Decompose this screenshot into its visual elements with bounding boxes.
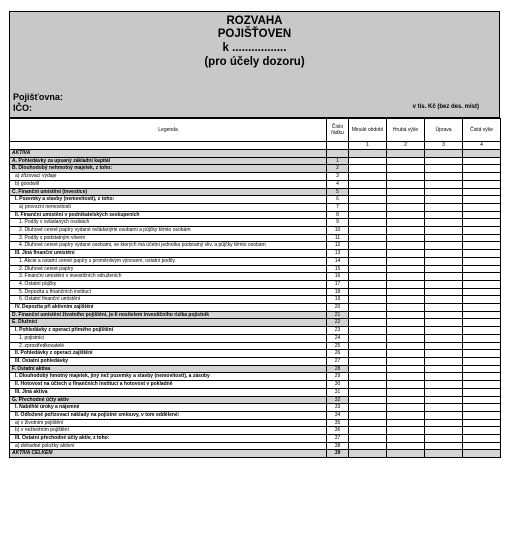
row-label: a) v životním pojištění bbox=[10, 419, 327, 427]
value-cell-adjust[interactable] bbox=[425, 388, 463, 396]
row-label: I. Dlouhodobý hmotný majetek, jiný než pozemky a stavby (nemovitosti), a zásoby bbox=[10, 373, 327, 381]
value-cell-net[interactable] bbox=[463, 180, 501, 188]
value-cell-prev[interactable] bbox=[349, 257, 387, 265]
value-cell-net[interactable] bbox=[463, 211, 501, 219]
row-number: 3 bbox=[327, 173, 349, 181]
col-num-4: 4 bbox=[463, 142, 501, 150]
value-cell-net[interactable] bbox=[463, 203, 501, 211]
value-cell-net[interactable] bbox=[463, 173, 501, 181]
value-cell-prev[interactable] bbox=[349, 265, 387, 273]
value-cell-net[interactable] bbox=[463, 450, 501, 458]
value-cell-prev[interactable] bbox=[349, 411, 387, 419]
value-cell-gross[interactable] bbox=[387, 288, 425, 296]
value-cell-prev[interactable] bbox=[349, 273, 387, 281]
value-cell-adjust[interactable] bbox=[425, 396, 463, 404]
value-cell-adjust[interactable] bbox=[425, 227, 463, 235]
value-cell-gross[interactable] bbox=[387, 265, 425, 273]
value-cell-adjust[interactable] bbox=[425, 196, 463, 204]
value-cell-prev[interactable] bbox=[349, 296, 387, 304]
form-purpose: (pro účely dozoru) bbox=[204, 56, 305, 68]
row-label: II. Pohledávky z operací zajištění bbox=[10, 350, 327, 358]
row-number: 16 bbox=[327, 273, 349, 281]
form-header bbox=[9, 11, 500, 118]
form-title: ROZVAHA bbox=[226, 15, 283, 27]
table-row bbox=[10, 280, 501, 288]
row-label: II. Odložené pořizovací náklady na pojistné smlouvy, v tom oddělené: bbox=[10, 411, 327, 419]
row-number: 32 bbox=[327, 396, 349, 404]
value-cell-gross[interactable] bbox=[387, 196, 425, 204]
balance-table bbox=[9, 118, 501, 458]
value-cell-prev[interactable] bbox=[349, 334, 387, 342]
value-cell-net[interactable] bbox=[463, 334, 501, 342]
table-row bbox=[10, 296, 501, 304]
row-label: 4. Ostatní půjčky bbox=[10, 280, 327, 288]
table-row bbox=[10, 334, 501, 342]
value-cell-prev[interactable] bbox=[349, 404, 387, 412]
value-cell-gross[interactable] bbox=[387, 411, 425, 419]
value-cell-gross[interactable] bbox=[387, 180, 425, 188]
row-number: 35 bbox=[327, 419, 349, 427]
value-cell-net[interactable] bbox=[463, 157, 501, 165]
row-label: 3. Podíly s podstatným vlivem bbox=[10, 234, 327, 242]
value-cell-net[interactable] bbox=[463, 350, 501, 358]
value-cell-prev[interactable] bbox=[349, 435, 387, 443]
table-row bbox=[10, 219, 501, 227]
value-cell-prev[interactable] bbox=[349, 396, 387, 404]
value-cell-net[interactable] bbox=[463, 304, 501, 312]
value-cell-net[interactable] bbox=[463, 365, 501, 373]
value-cell-net[interactable] bbox=[463, 227, 501, 235]
value-cell-prev[interactable] bbox=[349, 419, 387, 427]
value-cell-gross[interactable] bbox=[387, 388, 425, 396]
row-label: b) goodwill bbox=[10, 180, 327, 188]
col-legend: Legenda bbox=[10, 119, 327, 142]
value-cell-adjust[interactable] bbox=[425, 280, 463, 288]
table-row bbox=[10, 342, 501, 350]
value-cell-gross[interactable] bbox=[387, 435, 425, 443]
row-label: II. Hotovost na účtech u finančních institucí a hotovost v pokladně bbox=[10, 381, 327, 389]
row-number: 26 bbox=[327, 350, 349, 358]
col-gross: Hrubá výše bbox=[387, 119, 425, 142]
value-cell-prev[interactable] bbox=[349, 242, 387, 250]
table-row bbox=[10, 188, 501, 196]
row-label: 5. Depozita u finančních institucí bbox=[10, 288, 327, 296]
value-cell-adjust[interactable] bbox=[425, 450, 463, 458]
value-cell-prev[interactable] bbox=[349, 304, 387, 312]
value-cell-adjust[interactable] bbox=[425, 327, 463, 335]
table-row bbox=[10, 442, 501, 450]
value-cell-prev[interactable] bbox=[349, 250, 387, 258]
value-cell-prev[interactable] bbox=[349, 227, 387, 235]
value-cell-gross[interactable] bbox=[387, 211, 425, 219]
table-row bbox=[10, 250, 501, 258]
value-cell-net[interactable] bbox=[463, 196, 501, 204]
value-cell-prev[interactable] bbox=[349, 373, 387, 381]
value-cell-net[interactable] bbox=[463, 404, 501, 412]
value-cell-gross[interactable] bbox=[387, 373, 425, 381]
value-cell-adjust[interactable] bbox=[425, 311, 463, 319]
value-cell-adjust[interactable] bbox=[425, 381, 463, 389]
table-row bbox=[10, 450, 501, 458]
value-cell-net[interactable] bbox=[463, 257, 501, 265]
row-number: 24 bbox=[327, 334, 349, 342]
row-number: 25 bbox=[327, 342, 349, 350]
value-cell-adjust[interactable] bbox=[425, 419, 463, 427]
row-number: 14 bbox=[327, 257, 349, 265]
row-number: 39 bbox=[327, 450, 349, 458]
value-cell-net[interactable] bbox=[463, 288, 501, 296]
table-row bbox=[10, 327, 501, 335]
row-label: III. Jiná aktiva bbox=[10, 388, 327, 396]
value-cell-gross[interactable] bbox=[387, 219, 425, 227]
row-number: 30 bbox=[327, 381, 349, 389]
value-cell-prev[interactable] bbox=[349, 311, 387, 319]
value-cell-gross[interactable] bbox=[387, 250, 425, 258]
col-num-2: 2 bbox=[387, 142, 425, 150]
row-number: 7 bbox=[327, 203, 349, 211]
row-number: 6 bbox=[327, 196, 349, 204]
value-cell-gross[interactable] bbox=[387, 280, 425, 288]
form-title-insurers: POJIŠŤOVEN bbox=[217, 28, 292, 40]
row-number: 22 bbox=[327, 319, 349, 327]
row-label: A. Pohledávky za upsaný základní kapitál bbox=[10, 157, 327, 165]
value-cell-adjust[interactable] bbox=[425, 273, 463, 281]
row-label: G. Přechodné účty aktiv bbox=[10, 396, 327, 404]
table-row bbox=[10, 157, 501, 165]
value-cell-prev[interactable] bbox=[349, 357, 387, 365]
value-cell-prev[interactable] bbox=[349, 196, 387, 204]
col-adjust: Úprava bbox=[425, 119, 463, 142]
table-row bbox=[10, 404, 501, 412]
value-cell-adjust[interactable] bbox=[425, 427, 463, 435]
table-row bbox=[10, 242, 501, 250]
value-cell-adjust[interactable] bbox=[425, 304, 463, 312]
value-cell-net[interactable] bbox=[463, 242, 501, 250]
value-cell-gross[interactable] bbox=[387, 273, 425, 281]
value-cell-prev[interactable] bbox=[349, 211, 387, 219]
value-cell-adjust[interactable] bbox=[425, 404, 463, 412]
section-aktiva-label: AKTIVA bbox=[10, 150, 327, 158]
value-cell-prev[interactable] bbox=[349, 203, 387, 211]
value-cell-prev[interactable] bbox=[349, 327, 387, 335]
column-header-row bbox=[10, 119, 501, 142]
col-row-no: Číslo řádku bbox=[327, 119, 349, 142]
form-date-line: k ................. bbox=[222, 42, 287, 54]
row-number: 1 bbox=[327, 157, 349, 165]
value-cell-adjust[interactable] bbox=[425, 242, 463, 250]
row-number: 21 bbox=[327, 311, 349, 319]
value-cell-gross[interactable] bbox=[387, 342, 425, 350]
table-row bbox=[10, 427, 501, 435]
value-cell-gross[interactable] bbox=[387, 334, 425, 342]
value-cell-gross[interactable] bbox=[387, 227, 425, 235]
ico-label: IČO: bbox=[13, 103, 32, 113]
value-cell-adjust[interactable] bbox=[425, 250, 463, 258]
value-cell-gross[interactable] bbox=[387, 327, 425, 335]
row-label: a) dohadné položky aktivní bbox=[10, 442, 327, 450]
table-row bbox=[10, 435, 501, 443]
value-cell-gross[interactable] bbox=[387, 257, 425, 265]
row-label: I. Pozemky a stavby (nemovitosti), z toho: bbox=[10, 196, 327, 204]
value-cell-net[interactable] bbox=[463, 250, 501, 258]
row-label: 6. Ostatní finanční umístění bbox=[10, 296, 327, 304]
value-cell-gross[interactable] bbox=[387, 188, 425, 196]
table-row bbox=[10, 319, 501, 327]
value-cell-net[interactable] bbox=[463, 396, 501, 404]
value-cell-prev[interactable] bbox=[349, 427, 387, 435]
value-cell-net[interactable] bbox=[463, 327, 501, 335]
row-number: 8 bbox=[327, 211, 349, 219]
value-cell-prev[interactable] bbox=[349, 188, 387, 196]
balance-sheet-form bbox=[9, 11, 500, 458]
value-cell-adjust[interactable] bbox=[425, 373, 463, 381]
value-cell-net[interactable] bbox=[463, 419, 501, 427]
value-cell-gross[interactable] bbox=[387, 442, 425, 450]
row-label: 4. Dluhové cenné papíry vydané osobami, ve kterých má účetní jednotka podstatný vliv, a půjčky těmto osobám bbox=[10, 242, 327, 250]
table-row bbox=[10, 180, 501, 188]
row-label: C. Finanční umístění (investice) bbox=[10, 188, 327, 196]
value-cell-prev[interactable] bbox=[349, 442, 387, 450]
value-cell-prev[interactable] bbox=[349, 388, 387, 396]
value-cell-adjust[interactable] bbox=[425, 442, 463, 450]
value-cell-gross[interactable] bbox=[387, 304, 425, 312]
value-cell-adjust[interactable] bbox=[425, 342, 463, 350]
row-number: 12 bbox=[327, 242, 349, 250]
value-cell-prev[interactable] bbox=[349, 280, 387, 288]
value-cell-gross[interactable] bbox=[387, 234, 425, 242]
value-cell-gross[interactable] bbox=[387, 319, 425, 327]
value-cell-prev[interactable] bbox=[349, 450, 387, 458]
value-cell-adjust[interactable] bbox=[425, 350, 463, 358]
row-number: 20 bbox=[327, 304, 349, 312]
value-cell-adjust[interactable] bbox=[425, 188, 463, 196]
value-cell-adjust[interactable] bbox=[425, 265, 463, 273]
value-cell-gross[interactable] bbox=[387, 350, 425, 358]
row-number: 18 bbox=[327, 288, 349, 296]
value-cell-net[interactable] bbox=[463, 427, 501, 435]
value-cell-gross[interactable] bbox=[387, 365, 425, 373]
row-label: 1. Akcie a ostatní cenné papíry s proměnlivým výnosem, ostatní podíly. bbox=[10, 257, 327, 265]
table-row bbox=[10, 381, 501, 389]
row-label: D. Finanční umístění životního pojištění, je-li nositelem investičního rizika pojistník bbox=[10, 311, 327, 319]
row-number: 19 bbox=[327, 296, 349, 304]
value-cell-gross[interactable] bbox=[387, 165, 425, 173]
value-cell-net[interactable] bbox=[463, 388, 501, 396]
value-cell-gross[interactable] bbox=[387, 396, 425, 404]
col-net: Čistá výše bbox=[463, 119, 501, 142]
value-cell-prev[interactable] bbox=[349, 365, 387, 373]
row-number: 31 bbox=[327, 388, 349, 396]
row-number: 10 bbox=[327, 227, 349, 235]
value-cell-net[interactable] bbox=[463, 373, 501, 381]
row-number: 23 bbox=[327, 327, 349, 335]
value-cell-net[interactable] bbox=[463, 265, 501, 273]
row-label: B. Dlouhodobý nehmotný majetek, z toho: bbox=[10, 165, 327, 173]
row-label: b) v neživotním pojištění bbox=[10, 427, 327, 435]
table-row bbox=[10, 411, 501, 419]
table-row bbox=[10, 165, 501, 173]
table-row bbox=[10, 388, 501, 396]
row-number: 33 bbox=[327, 404, 349, 412]
value-cell-net[interactable] bbox=[463, 188, 501, 196]
row-number: 28 bbox=[327, 365, 349, 373]
row-label: F. Ostatní aktiva bbox=[10, 365, 327, 373]
value-cell-net[interactable] bbox=[463, 234, 501, 242]
value-cell-net[interactable] bbox=[463, 273, 501, 281]
row-label: AKTIVA CELKEM bbox=[10, 450, 327, 458]
value-cell-net[interactable] bbox=[463, 165, 501, 173]
value-cell-adjust[interactable] bbox=[425, 219, 463, 227]
value-cell-net[interactable] bbox=[463, 219, 501, 227]
column-number-row bbox=[10, 142, 501, 150]
value-cell-prev[interactable] bbox=[349, 157, 387, 165]
table-row bbox=[10, 203, 501, 211]
col-num-1: 1 bbox=[349, 142, 387, 150]
row-number: 9 bbox=[327, 219, 349, 227]
value-cell-gross[interactable] bbox=[387, 311, 425, 319]
row-label: I. Naběhlé úroky a nájemné bbox=[10, 404, 327, 412]
row-number: 37 bbox=[327, 435, 349, 443]
value-cell-prev[interactable] bbox=[349, 342, 387, 350]
row-label: 2. zprostředkovatelé bbox=[10, 342, 327, 350]
value-cell-adjust[interactable] bbox=[425, 211, 463, 219]
row-number: 5 bbox=[327, 188, 349, 196]
value-cell-adjust[interactable] bbox=[425, 435, 463, 443]
value-cell-prev[interactable] bbox=[349, 381, 387, 389]
value-cell-gross[interactable] bbox=[387, 427, 425, 435]
row-label: 2. Dluhové cenné papíry bbox=[10, 265, 327, 273]
table-row bbox=[10, 311, 501, 319]
col-num-3: 3 bbox=[425, 142, 463, 150]
table-row bbox=[10, 304, 501, 312]
row-number: 4 bbox=[327, 180, 349, 188]
value-cell-gross[interactable] bbox=[387, 296, 425, 304]
col-prev: Minulé období bbox=[349, 119, 387, 142]
row-label: II. Finanční umístění v podnikatelských seskupeních bbox=[10, 211, 327, 219]
value-cell-net[interactable] bbox=[463, 311, 501, 319]
value-cell-adjust[interactable] bbox=[425, 165, 463, 173]
row-label: E. Dlužníci bbox=[10, 319, 327, 327]
table-row bbox=[10, 211, 501, 219]
row-label: 1. Podíly v ovládaných osobách bbox=[10, 219, 327, 227]
table-row bbox=[10, 396, 501, 404]
row-number: 38 bbox=[327, 442, 349, 450]
row-label: I. Pohledávky z operací přímého pojištění bbox=[10, 327, 327, 335]
value-cell-prev[interactable] bbox=[349, 180, 387, 188]
row-number: 2 bbox=[327, 165, 349, 173]
value-cell-prev[interactable] bbox=[349, 288, 387, 296]
row-label: 2. Dluhové cenné papíry vydané ovládanými osobami a půjčky těmto osobám bbox=[10, 227, 327, 235]
value-cell-net[interactable] bbox=[463, 435, 501, 443]
table-row bbox=[10, 265, 501, 273]
table-row bbox=[10, 196, 501, 204]
value-cell-adjust[interactable] bbox=[425, 234, 463, 242]
value-cell-adjust[interactable] bbox=[425, 296, 463, 304]
table-row bbox=[10, 350, 501, 358]
value-cell-adjust[interactable] bbox=[425, 334, 463, 342]
row-number: 27 bbox=[327, 357, 349, 365]
value-cell-net[interactable] bbox=[463, 280, 501, 288]
table-row bbox=[10, 257, 501, 265]
table-row bbox=[10, 357, 501, 365]
value-cell-net[interactable] bbox=[463, 411, 501, 419]
value-cell-prev[interactable] bbox=[349, 350, 387, 358]
value-cell-net[interactable] bbox=[463, 381, 501, 389]
value-cell-adjust[interactable] bbox=[425, 180, 463, 188]
table-row bbox=[10, 419, 501, 427]
value-cell-adjust[interactable] bbox=[425, 288, 463, 296]
value-cell-adjust[interactable] bbox=[425, 357, 463, 365]
value-cell-prev[interactable] bbox=[349, 234, 387, 242]
value-cell-gross[interactable] bbox=[387, 242, 425, 250]
value-cell-net[interactable] bbox=[463, 442, 501, 450]
value-cell-net[interactable] bbox=[463, 319, 501, 327]
value-cell-gross[interactable] bbox=[387, 419, 425, 427]
value-cell-adjust[interactable] bbox=[425, 173, 463, 181]
table-row bbox=[10, 365, 501, 373]
value-cell-net[interactable] bbox=[463, 357, 501, 365]
value-cell-gross[interactable] bbox=[387, 173, 425, 181]
value-cell-adjust[interactable] bbox=[425, 411, 463, 419]
table-row bbox=[10, 373, 501, 381]
table-row bbox=[10, 234, 501, 242]
row-number: 34 bbox=[327, 411, 349, 419]
value-cell-prev[interactable] bbox=[349, 173, 387, 181]
units-note: v tis. Kč (bez des. míst) bbox=[412, 104, 479, 110]
value-cell-prev[interactable] bbox=[349, 319, 387, 327]
table-row bbox=[10, 273, 501, 281]
value-cell-gross[interactable] bbox=[387, 450, 425, 458]
insurer-label: Pojišťovna: bbox=[13, 92, 63, 102]
row-number: 11 bbox=[327, 234, 349, 242]
row-number: 36 bbox=[327, 427, 349, 435]
value-cell-gross[interactable] bbox=[387, 357, 425, 365]
value-cell-adjust[interactable] bbox=[425, 257, 463, 265]
row-label: 1. pojistníci bbox=[10, 334, 327, 342]
value-cell-adjust[interactable] bbox=[425, 365, 463, 373]
value-cell-gross[interactable] bbox=[387, 404, 425, 412]
row-label: a) provozní nemovitosti bbox=[10, 203, 327, 211]
value-cell-net[interactable] bbox=[463, 342, 501, 350]
table-row bbox=[10, 173, 501, 181]
value-cell-gross[interactable] bbox=[387, 381, 425, 389]
row-number: 15 bbox=[327, 265, 349, 273]
row-label: a) zřizovací výdaje bbox=[10, 173, 327, 181]
value-cell-gross[interactable] bbox=[387, 203, 425, 211]
value-cell-adjust[interactable] bbox=[425, 203, 463, 211]
row-label: 3. Finanční umístění v investičních sdruženích bbox=[10, 273, 327, 281]
row-label: III. Ostatní pohledávky bbox=[10, 357, 327, 365]
row-label: III. Jiná finanční umístění bbox=[10, 250, 327, 258]
value-cell-adjust[interactable] bbox=[425, 157, 463, 165]
value-cell-prev[interactable] bbox=[349, 219, 387, 227]
table-row bbox=[10, 288, 501, 296]
value-cell-adjust[interactable] bbox=[425, 319, 463, 327]
row-number: 13 bbox=[327, 250, 349, 258]
row-label: III. Ostatní přechodné účty aktiv, z toho: bbox=[10, 435, 327, 443]
value-cell-gross[interactable] bbox=[387, 157, 425, 165]
row-number: 29 bbox=[327, 373, 349, 381]
section-aktiva-row bbox=[10, 150, 501, 158]
table-row bbox=[10, 227, 501, 235]
value-cell-net[interactable] bbox=[463, 296, 501, 304]
row-number: 17 bbox=[327, 280, 349, 288]
value-cell-prev[interactable] bbox=[349, 165, 387, 173]
row-label: IV. Depozita při aktivním zajištění bbox=[10, 304, 327, 312]
